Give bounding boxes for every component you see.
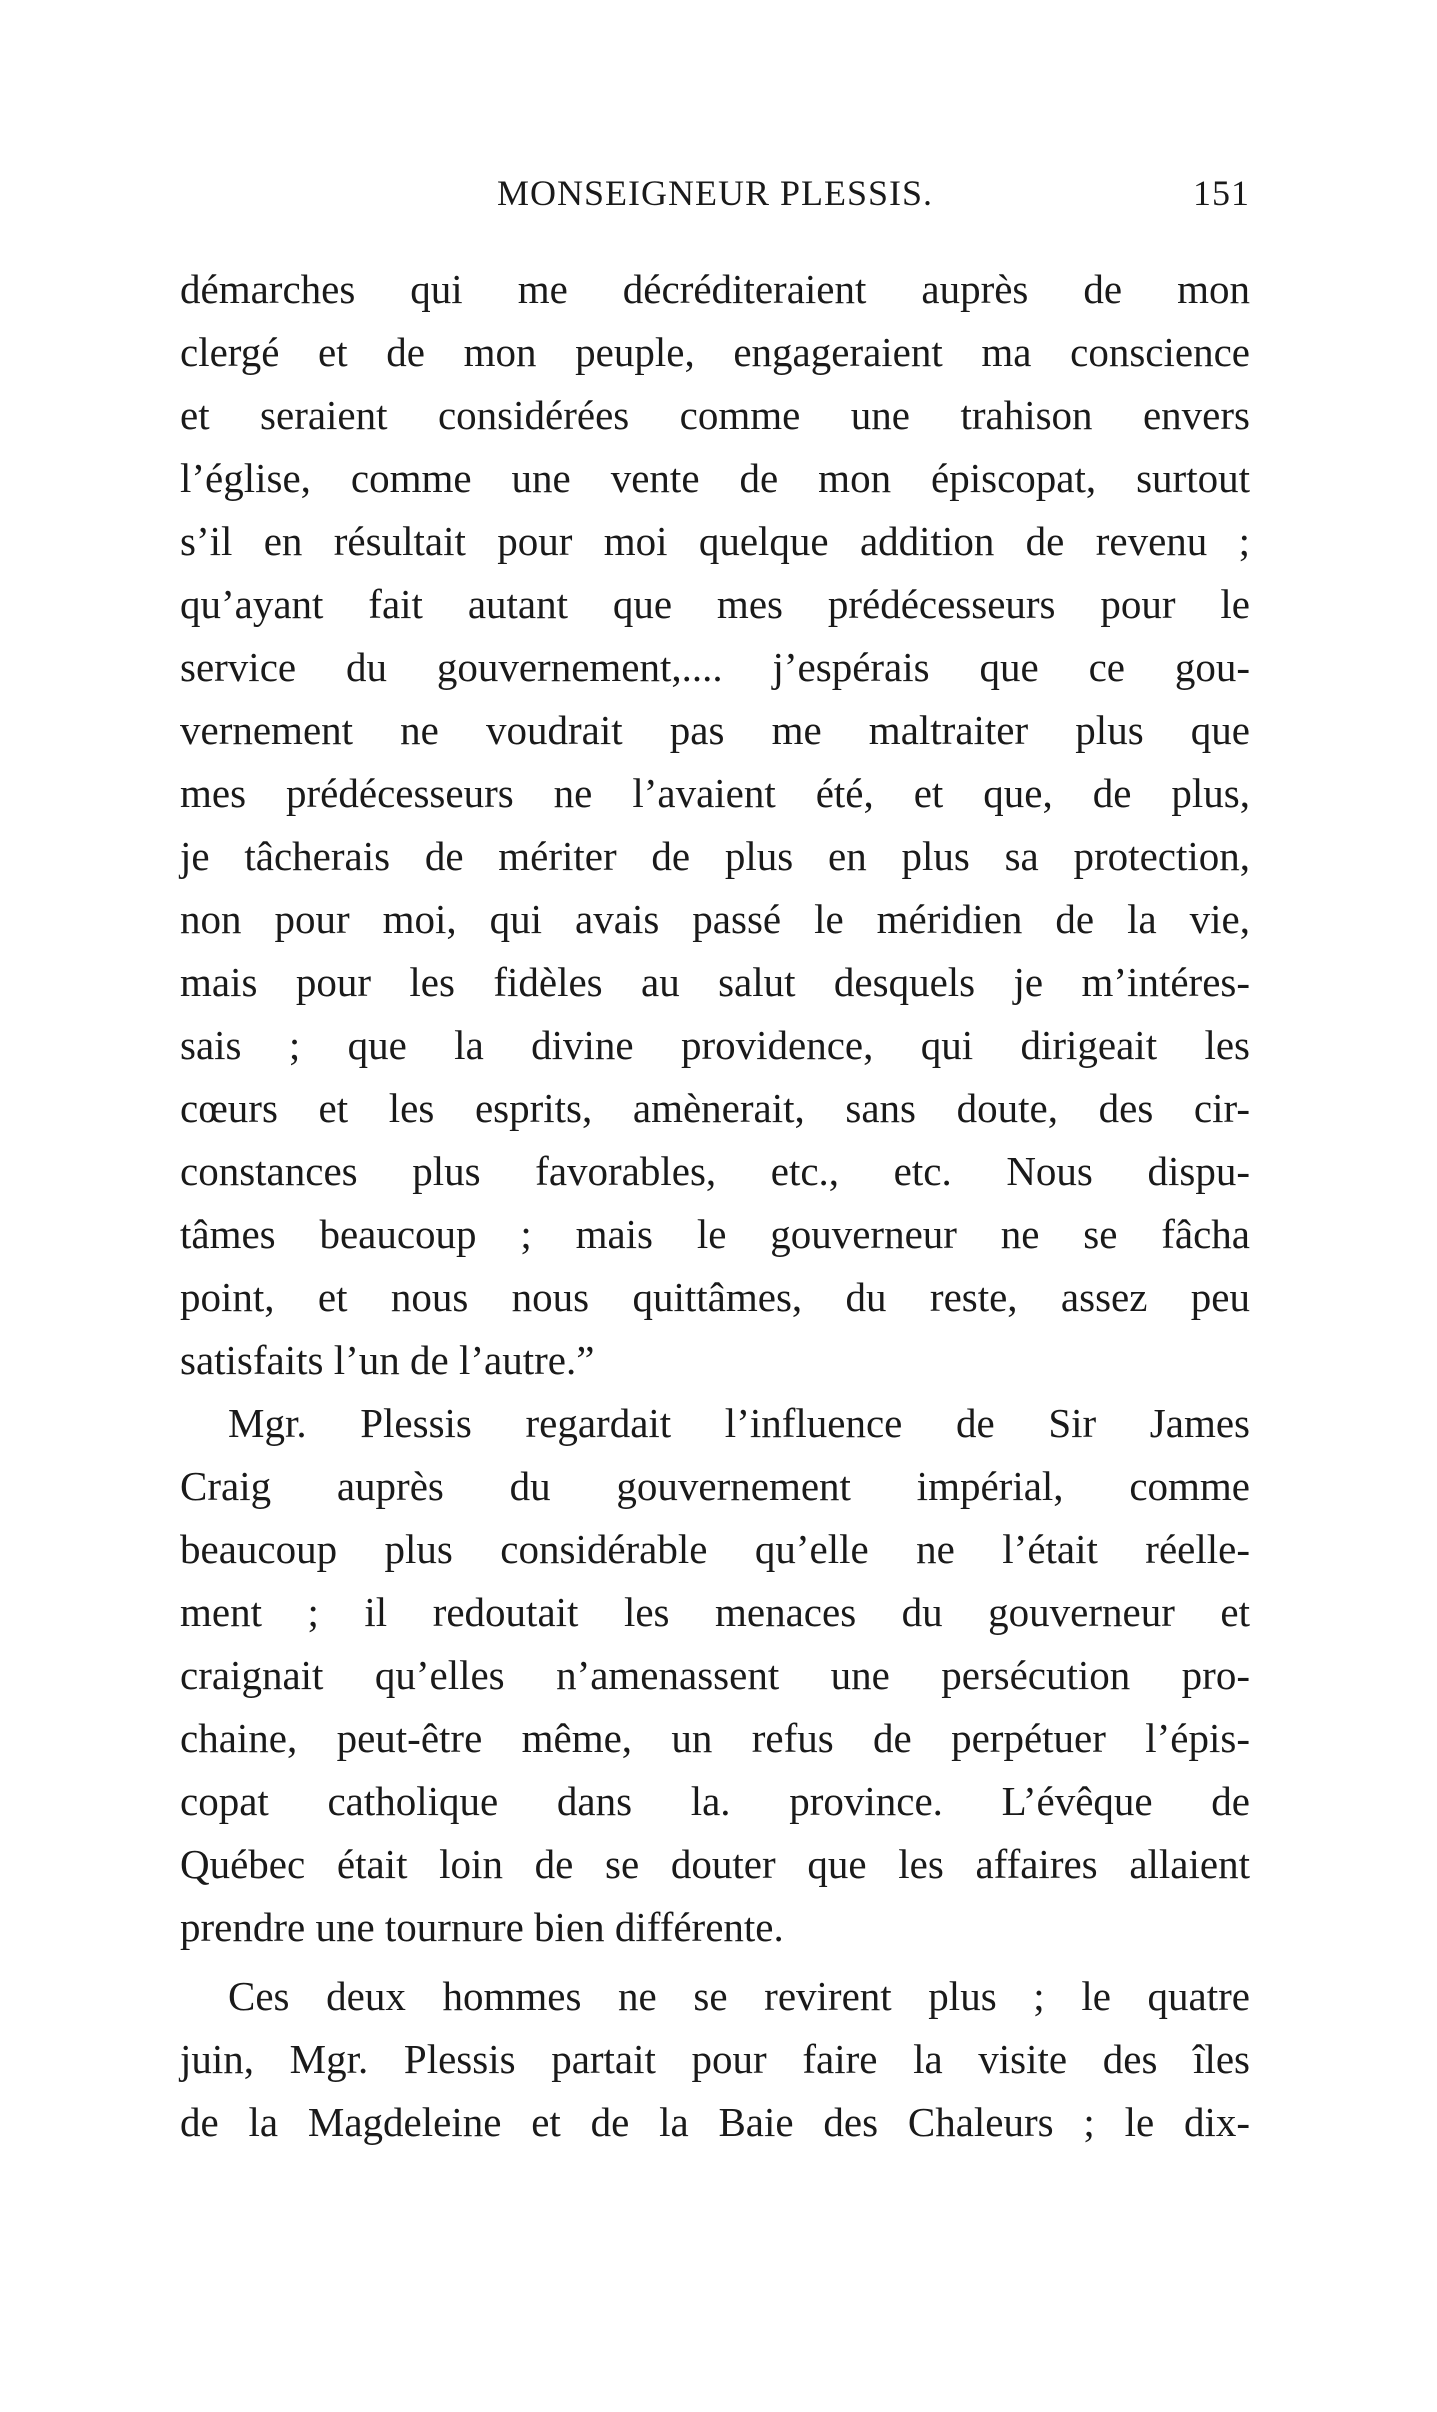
text-line: craignait qu’elles n’amenassent une persécution pro- [180,1652,1250,1698]
text-line: cœurs et les esprits, amènerait, sans doute, des cir- [180,1085,1250,1131]
paragraph-3 [180,1965,1250,2154]
text-line: Craig auprès du gouvernement impérial, comme [180,1463,1250,1509]
text-line: l’église, comme une vente de mon épiscopat, surtout [180,455,1250,501]
text-line: mes prédécesseurs ne l’avaient été, et que, de plus, [180,770,1250,816]
text-line: je tâcherais de mériter de plus en plus sa protection, [180,833,1250,879]
paragraph-2 [180,1392,1250,1959]
text-line: vernement ne voudrait pas me maltraiter plus que [180,707,1250,753]
text-line: de la Magdeleine et de la Baie des Chaleurs ; le dix- [180,2099,1250,2145]
text-line: s’il en résultait pour moi quelque addition de revenu ; [180,518,1250,564]
text-line: clergé et de mon peuple, engageraient ma conscience [180,329,1250,375]
body-text [180,258,1250,2154]
text-line: juin, Mgr. Plessis partait pour faire la visite des îles [180,2036,1250,2082]
text-line: tâmes beaucoup ; mais le gouverneur ne se fâcha [180,1211,1250,1257]
text-line: copat catholique dans la. province. L’évêque de [180,1778,1250,1824]
page-header [180,172,1250,222]
running-title: MONSEIGNEUR PLESSIS. [496,173,934,213]
text-line: point, et nous nous quittâmes, du reste, assez peu [180,1274,1250,1320]
text-line: non pour moi, qui avais passé le méridien de la vie, [180,896,1250,942]
text-line: et seraient considérées comme une trahison envers [180,392,1250,438]
text-line: beaucoup plus considérable qu’elle ne l’était réelle- [180,1526,1250,1572]
page-number: 151 [1193,173,1250,213]
text-line: démarches qui me décréditeraient auprès de mon [180,266,1250,312]
text-line: chaine, peut-être même, un refus de perpétuer l’épis- [180,1715,1250,1761]
text-line: ment ; il redoutait les menaces du gouverneur et [180,1589,1250,1635]
text-line: satisfaits l’un de l’autre.” [180,1337,595,1383]
paragraph-1 [180,258,1250,1392]
text-line: sais ; que la divine providence, qui dirigeait les [180,1022,1250,1068]
text-line: prendre une tournure bien différente. [180,1904,784,1950]
text-line: constances plus favorables, etc., etc. Nous dispu- [180,1148,1250,1194]
text-line: Ces deux hommes ne se revirent plus ; le quatre [228,1973,1250,2019]
text-line: mais pour les fidèles au salut desquels je m’intéres- [180,959,1250,1005]
text-line: qu’ayant fait autant que mes prédécesseurs pour le [180,581,1250,627]
text-line: Mgr. Plessis regardait l’influence de Sir James [228,1400,1250,1446]
text-line: service du gouvernement,.... j’espérais que ce gou- [180,644,1250,690]
text-line: Québec était loin de se douter que les affaires allaient [180,1841,1250,1887]
